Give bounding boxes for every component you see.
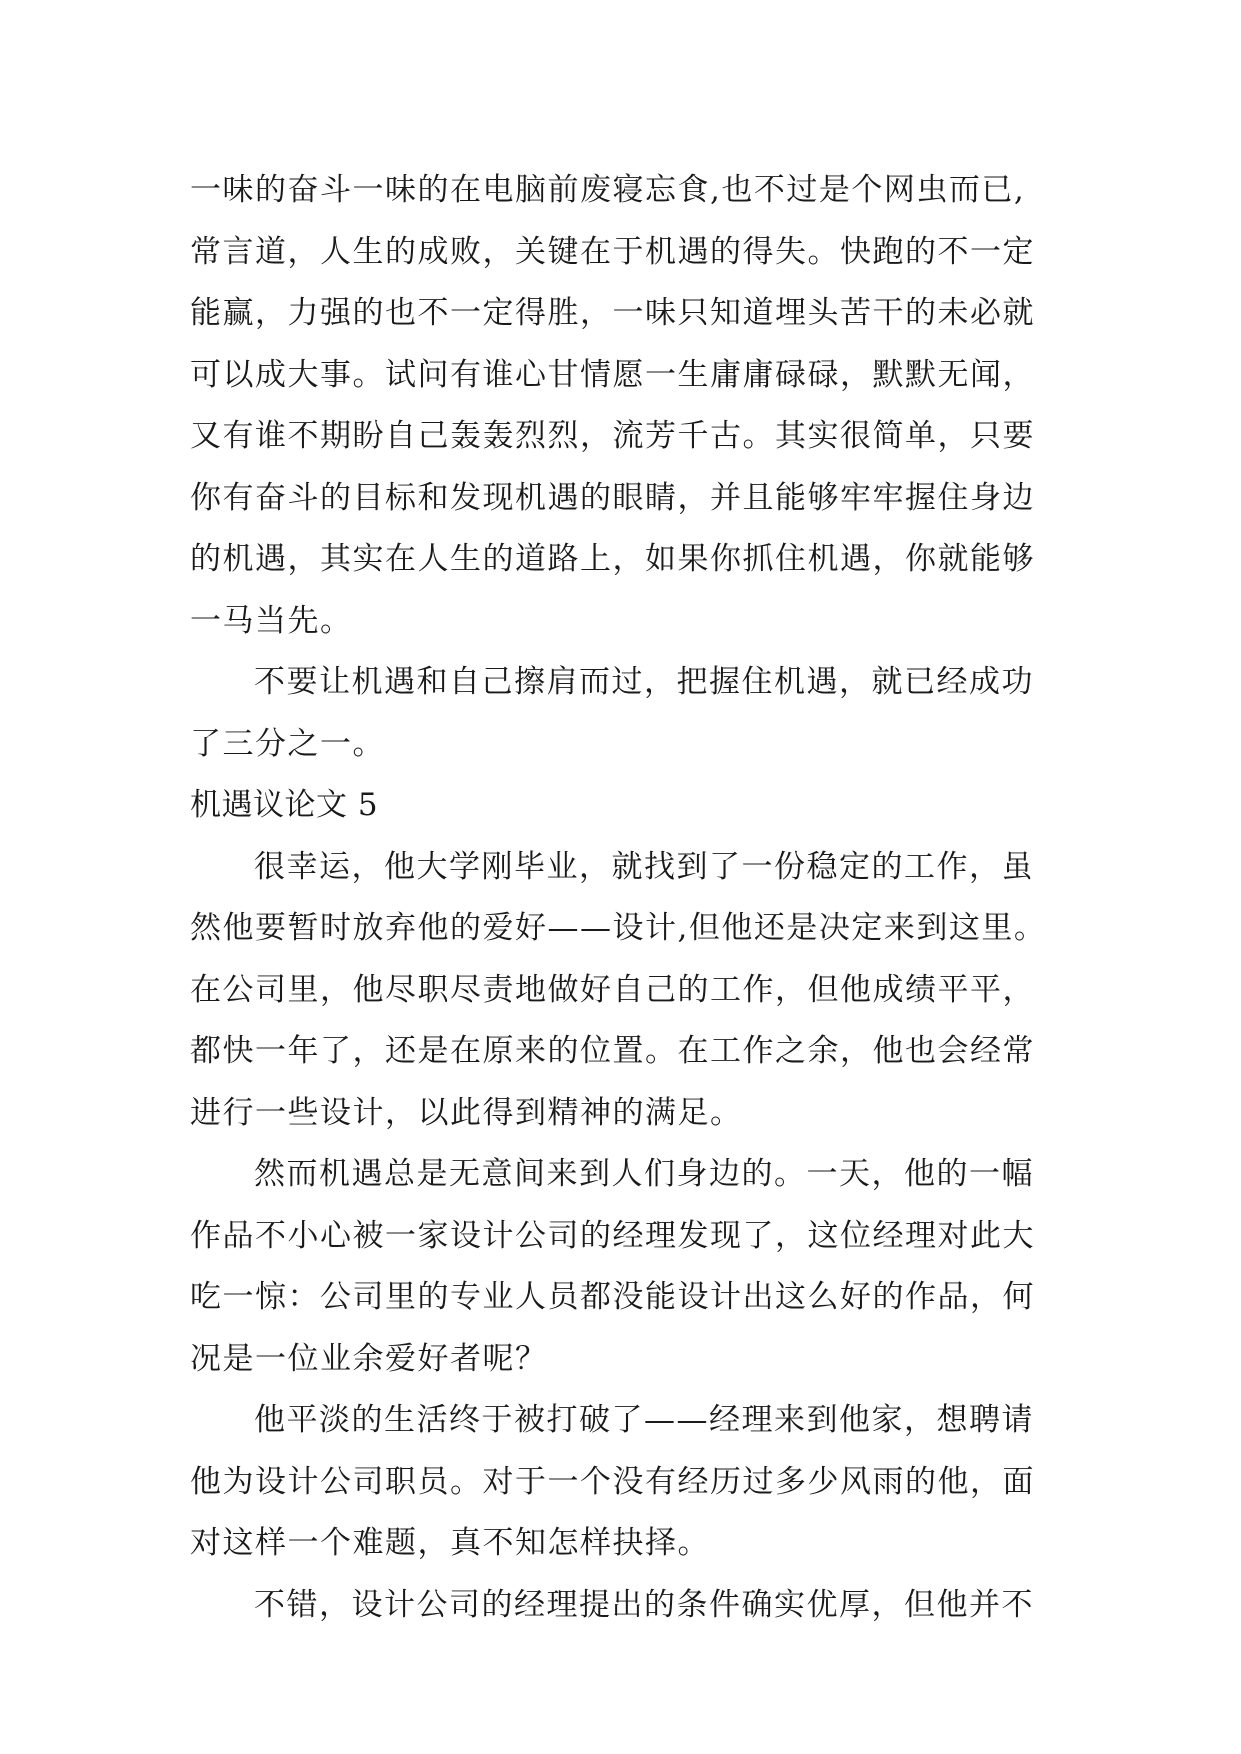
text-line: 的机遇，其实在人生的道路上，如果你抓住机遇，你就能够 <box>190 541 1035 577</box>
paragraph-first-line: 很幸运，他大学刚毕业，就找到了一份稳定的工作，虽 <box>254 848 1034 885</box>
text-line: 然他要暂时放弃他的爱好——设计,但他还是决定来到这里。 <box>190 910 1047 946</box>
section-heading: 机遇议论文 5 <box>190 787 379 823</box>
paragraph-first-line: 然而机遇总是无意间来到人们身边的。一天，他的一幅 <box>254 1156 1034 1192</box>
text-line: 他为设计公司职员。对于一个没有经历过多少风雨的他，面 <box>190 1463 1035 1500</box>
text-line: 对这样一个难题，真不知怎样抉择。 <box>190 1525 710 1561</box>
text-line: 都快一年了，还是在原来的位置。在工作之余，他也会经常 <box>190 1033 1035 1069</box>
text-line: 一马当先。 <box>190 602 353 639</box>
text-line: 吃一惊：公司里的专业人员都没能设计出这么好的作品，何 <box>190 1279 1035 1315</box>
text-line: 在公司里，他尽职尽责地做好自己的工作，但他成绩平平， <box>190 971 1035 1008</box>
text-line: 进行一些设计，以此得到精神的满足。 <box>190 1094 743 1131</box>
text-line: 常言道，人生的成败，关键在于机遇的得失。快跑的不一定 <box>190 233 1035 270</box>
text-line: 你有奋斗的目标和发现机遇的眼睛，并且能够牢牢握住身边 <box>190 479 1035 516</box>
text-line: 了三分之一。 <box>190 725 385 762</box>
text-line: 作品不小心被一家设计公司的经理发现了，这位经理对此大 <box>190 1217 1035 1254</box>
paragraph-first-line: 不错，设计公司的经理提出的条件确实优厚，但他并不 <box>254 1586 1034 1623</box>
paragraph-first-line: 不要让机遇和自己擦肩而过，把握住机遇，就已经成功 <box>254 664 1034 700</box>
document-body <box>190 160 1090 1636</box>
text-line: 况是一位业余爱好者呢？ <box>190 1340 548 1377</box>
text-line: 一味的奋斗一味的在电脑前废寝忘食,也不过是个网虫而已, <box>190 172 1026 208</box>
text-line: 又有谁不期盼自己轰轰烈烈，流芳千古。其实很简单，只要 <box>190 418 1035 454</box>
paragraph-first-line: 他平淡的生活终于被打破了——经理来到他家，想聘请 <box>254 1402 1034 1438</box>
text-line: 可以成大事。试问有谁心甘情愿一生庸庸碌碌，默默无闻， <box>190 356 1035 393</box>
text-line: 能赢，力强的也不一定得胜，一味只知道埋头苦干的未必就 <box>190 295 1035 331</box>
